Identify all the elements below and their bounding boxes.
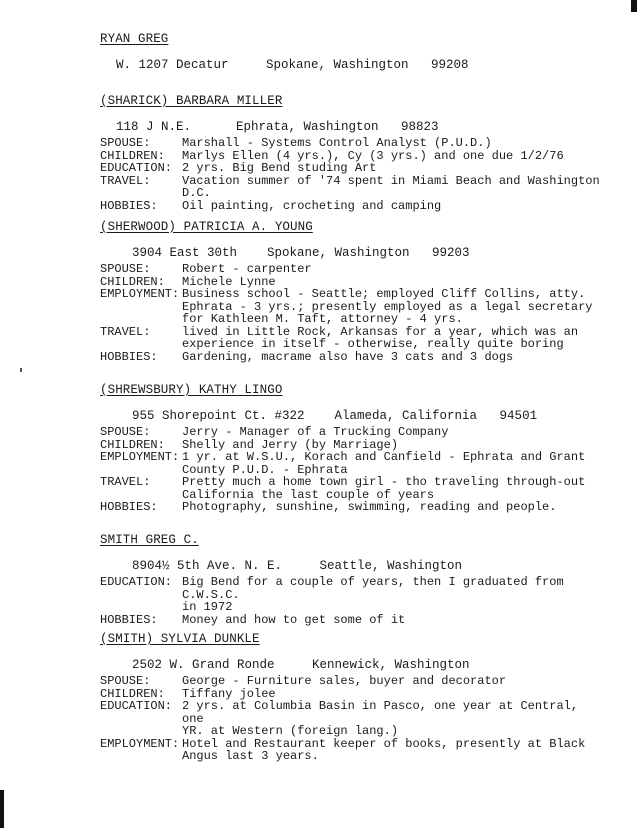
detail-value: 2 yrs. Big Bend studing Art — [182, 161, 377, 175]
detail-label: CHILDREN: — [100, 686, 165, 701]
detail-row — [100, 426, 600, 439]
detail-value: George - Furniture sales, buyer and decorator — [182, 674, 507, 688]
detail-row — [100, 501, 600, 514]
detail-row — [100, 162, 600, 175]
detail-value: Jerry - Manager of a Trucking Company — [182, 425, 449, 439]
detail-value: Marshall - Systems Control Analyst (P.U.D.) — [182, 136, 492, 150]
detail-value: Tiffany jolee — [182, 686, 276, 701]
detail-value: 1 yr. at W.S.U., Korach and Canfield - Ephrata and Grant County P.U.D. - Ephrata — [182, 450, 586, 477]
detail-label: HOBBIES: — [100, 198, 158, 213]
detail-label: CHILDREN: — [100, 437, 165, 452]
detail-label: SPOUSE: — [100, 136, 151, 150]
detail-row — [100, 173, 607, 200]
entry-name: SMITH GREG C. — [100, 533, 199, 547]
detail-row — [100, 451, 600, 476]
detail-value: Marlys Ellen (4 yrs.), Cy (3 yrs.) and one due 1/2/76 — [182, 148, 564, 163]
entry-details — [100, 263, 600, 363]
scan-edge-mark — [0, 790, 4, 828]
entry-address: 2502 W. Grand Ronde Kennewick, Washington — [132, 658, 470, 672]
detail-label: TRAVEL: — [100, 324, 151, 339]
scan-speck — [20, 368, 22, 372]
entry-address: 3904 East 30th Spokane, Washington 99203 — [132, 246, 470, 260]
detail-value: 2 yrs. at Columbia Basin in Pasco, one year at Central, one YR. at Western (foreign lang.) — [182, 699, 579, 738]
detail-label: CHILDREN: — [100, 274, 165, 289]
entry-address: 955 Shorepoint Ct. #322 Alameda, California 94501 — [132, 409, 538, 423]
detail-label: EMPLOYMENT: — [100, 736, 180, 751]
entry-name: (SMITH) SYLVIA DUNKLE — [100, 632, 260, 646]
detail-value: Big Bend for a couple of years, then I graduated from C.W.S.C. in 1972 — [182, 575, 564, 614]
detail-row — [100, 738, 600, 763]
detail-label: EMPLOYMENT: — [100, 287, 180, 301]
detail-value: Shelly and Jerry (by Marriage) — [182, 437, 399, 452]
entry-name: (SHARICK) BARBARA MILLER — [100, 94, 283, 108]
detail-row — [100, 351, 600, 364]
detail-label: SPOUSE: — [100, 674, 151, 688]
detail-value: Business school - Seattle; employed Cliff Collins, atty. Ephrata - 3 yrs.; presently employed as a legal secretary for Kathleen M. Taft, attorney - 4 yrs. — [182, 287, 593, 326]
detail-row — [100, 614, 600, 627]
entry-details — [100, 675, 600, 763]
detail-value: lived in Little Rock, Arkansas for a year, which was an experience in itself - otherwise, really quite boring — [182, 324, 579, 351]
entry-barbara-miller — [100, 94, 607, 213]
entry-name: (SHREWSBURY) KATHY LINGO — [100, 383, 283, 397]
detail-value: Vacation summer of '74 spent in Miami Beach and Washington D.C. — [182, 173, 607, 200]
entry-details — [100, 576, 600, 626]
entry-ryan-greg — [100, 33, 600, 72]
detail-row — [100, 700, 600, 738]
detail-row — [100, 137, 600, 150]
entry-patricia-young — [100, 221, 600, 363]
detail-value: Money and how to get some of it — [182, 612, 406, 627]
detail-row — [100, 326, 600, 351]
detail-row — [100, 476, 600, 501]
detail-label: EDUCATION: — [100, 575, 173, 589]
detail-label: SPOUSE: — [100, 262, 151, 276]
scan-edge-mark — [631, 0, 637, 12]
detail-label: EDUCATION: — [100, 699, 173, 713]
detail-row — [100, 200, 600, 213]
detail-label: CHILDREN: — [100, 148, 165, 163]
entry-address: W. 1207 Decatur Spokane, Washington 99208 — [116, 58, 469, 72]
detail-label: TRAVEL: — [100, 173, 151, 188]
entry-details — [100, 426, 600, 514]
detail-value: Oil painting, crocheting and camping — [182, 198, 442, 213]
detail-label: EMPLOYMENT: — [100, 450, 180, 464]
detail-value: Hotel and Restaurant keeper of books, presently at Black Angus last 3 years. — [182, 736, 586, 763]
detail-value: Michele Lynne — [182, 274, 276, 289]
detail-label: SPOUSE: — [100, 425, 151, 439]
detail-value: Gardening, macrame also have 3 cats and 3 dogs — [182, 349, 514, 364]
detail-label: HOBBIES: — [100, 349, 158, 364]
detail-label: TRAVEL: — [100, 475, 151, 489]
detail-row — [100, 675, 600, 688]
detail-label: HOBBIES: — [100, 500, 158, 514]
detail-row — [100, 263, 600, 276]
detail-label: HOBBIES: — [100, 612, 158, 627]
entry-address: 8904½ 5th Ave. N. E. Seattle, Washington — [132, 559, 463, 573]
detail-value: Pretty much a home town girl - tho traveling through-out California the last couple of years — [182, 475, 586, 502]
detail-value: Robert - carpenter — [182, 262, 312, 276]
entry-details — [100, 136, 607, 213]
entry-smith-greg — [100, 534, 600, 626]
entry-name: (SHERWOOD) PATRICIA A. YOUNG — [100, 220, 313, 234]
detail-label: EDUCATION: — [100, 161, 173, 175]
detail-row — [100, 288, 600, 326]
entry-address: 118 J N.E. Ephrata, Washington 98823 — [116, 120, 439, 134]
detail-row — [100, 576, 600, 614]
detail-value: Photography, sunshine, swimming, reading and people. — [182, 500, 557, 514]
entry-kathy-lingo — [100, 384, 600, 514]
entry-name: RYAN GREG — [100, 32, 169, 46]
entry-sylvia-dunkle — [100, 633, 600, 763]
